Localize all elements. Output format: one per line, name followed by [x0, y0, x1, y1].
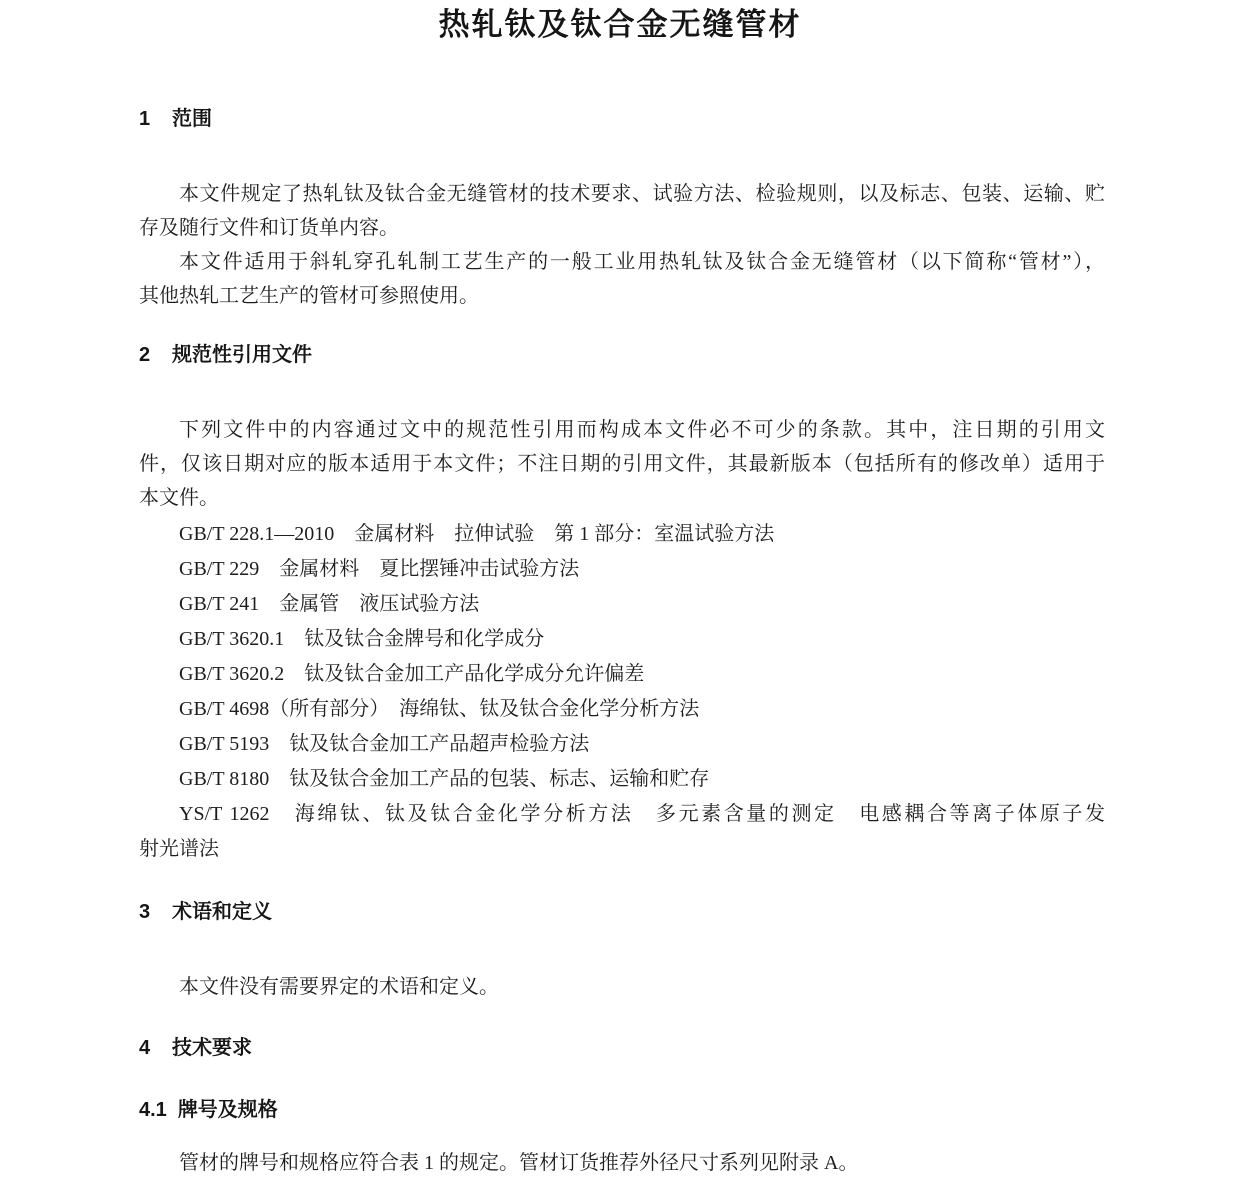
section-number: 4.1 — [139, 1099, 167, 1121]
section-title: 技术要求 — [172, 1037, 252, 1059]
paragraph-line: 件，仅该日期对应的版本适用于本文件；不注日期的引用文件，其最新版本（包括所有的修改单）适用于 — [139, 453, 1105, 475]
paragraph-line: 下列文件中的内容通过文中的规范性引用而构成本文件必不可少的条款。其中，注日期的引用文 — [179, 419, 1105, 441]
paragraph-line: 本文件。 — [139, 487, 219, 509]
section-number: 4 — [139, 1037, 151, 1059]
terms-paragraph — [139, 970, 1105, 1004]
section-number: 1 — [139, 108, 151, 130]
section-4-1-heading — [139, 1098, 1105, 1122]
page-title: 热轧钛及钛合金无缝管材 — [438, 7, 802, 42]
reference-item: GB/T 229 金属材料 夏比摆锤冲击试验方法 — [179, 558, 580, 580]
reference-item: YS/T 1262 海绵钛、钛及钛合金化学分析方法 多元素含量的测定 电感耦合等离子体原子发 — [179, 803, 1105, 825]
section-number: 3 — [139, 901, 151, 923]
reference-item: GB/T 228.1—2010 金属材料 拉伸试验 第 1 部分：室温试验方法 — [179, 523, 775, 545]
reference-item: GB/T 8180 钛及钛合金加工产品的包装、标志、运输和贮存 — [179, 768, 710, 790]
reference-list — [139, 517, 1105, 867]
normative-references-paragraph — [139, 413, 1105, 515]
paragraph-line: 管材的牌号和规格应符合表 1 的规定。管材订货推荐外径尺寸系列见附录 A。 — [179, 1152, 859, 1174]
reference-item: GB/T 241 金属管 液压试验方法 — [179, 593, 480, 615]
section-4-heading — [139, 1036, 1105, 1060]
paragraph-line: 本文件规定了热轧钛及钛合金无缝管材的技术要求、试验方法、检验规则，以及标志、包装、运输、贮 — [179, 183, 1105, 205]
section-2-heading — [139, 343, 1105, 367]
section-title: 牌号及规格 — [177, 1099, 278, 1121]
section-title: 规范性引用文件 — [172, 344, 312, 366]
paragraph-line: 本文件适用于斜轧穿孔轧制工艺生产的一般工业用热轧钛及钛合金无缝管材（以下简称“管材”）， — [179, 251, 1105, 273]
section-3-heading — [139, 900, 1105, 924]
reference-item: GB/T 3620.1 钛及钛合金牌号和化学成分 — [179, 628, 545, 650]
reference-item-continuation: 射光谱法 — [139, 838, 219, 860]
grade-spec-paragraph — [139, 1146, 1105, 1180]
section-number: 2 — [139, 344, 151, 366]
reference-item: GB/T 3620.2 钛及钛合金加工产品化学成分允许偏差 — [179, 663, 645, 685]
paragraph-line: 本文件没有需要界定的术语和定义。 — [179, 976, 499, 998]
reference-item: GB/T 5193 钛及钛合金加工产品超声检验方法 — [179, 733, 590, 755]
section-title: 术语和定义 — [172, 901, 272, 923]
section-1-heading — [139, 107, 1105, 131]
paragraph-line: 其他热轧工艺生产的管材可参照使用。 — [139, 285, 479, 307]
scope-paragraph-2 — [139, 245, 1105, 313]
section-title: 范围 — [172, 108, 212, 130]
scope-paragraph-1 — [139, 177, 1105, 245]
paragraph-line: 存及随行文件和订货单内容。 — [139, 217, 399, 239]
reference-item: GB/T 4698（所有部分） 海绵钛、钛及钛合金化学分析方法 — [179, 698, 700, 720]
